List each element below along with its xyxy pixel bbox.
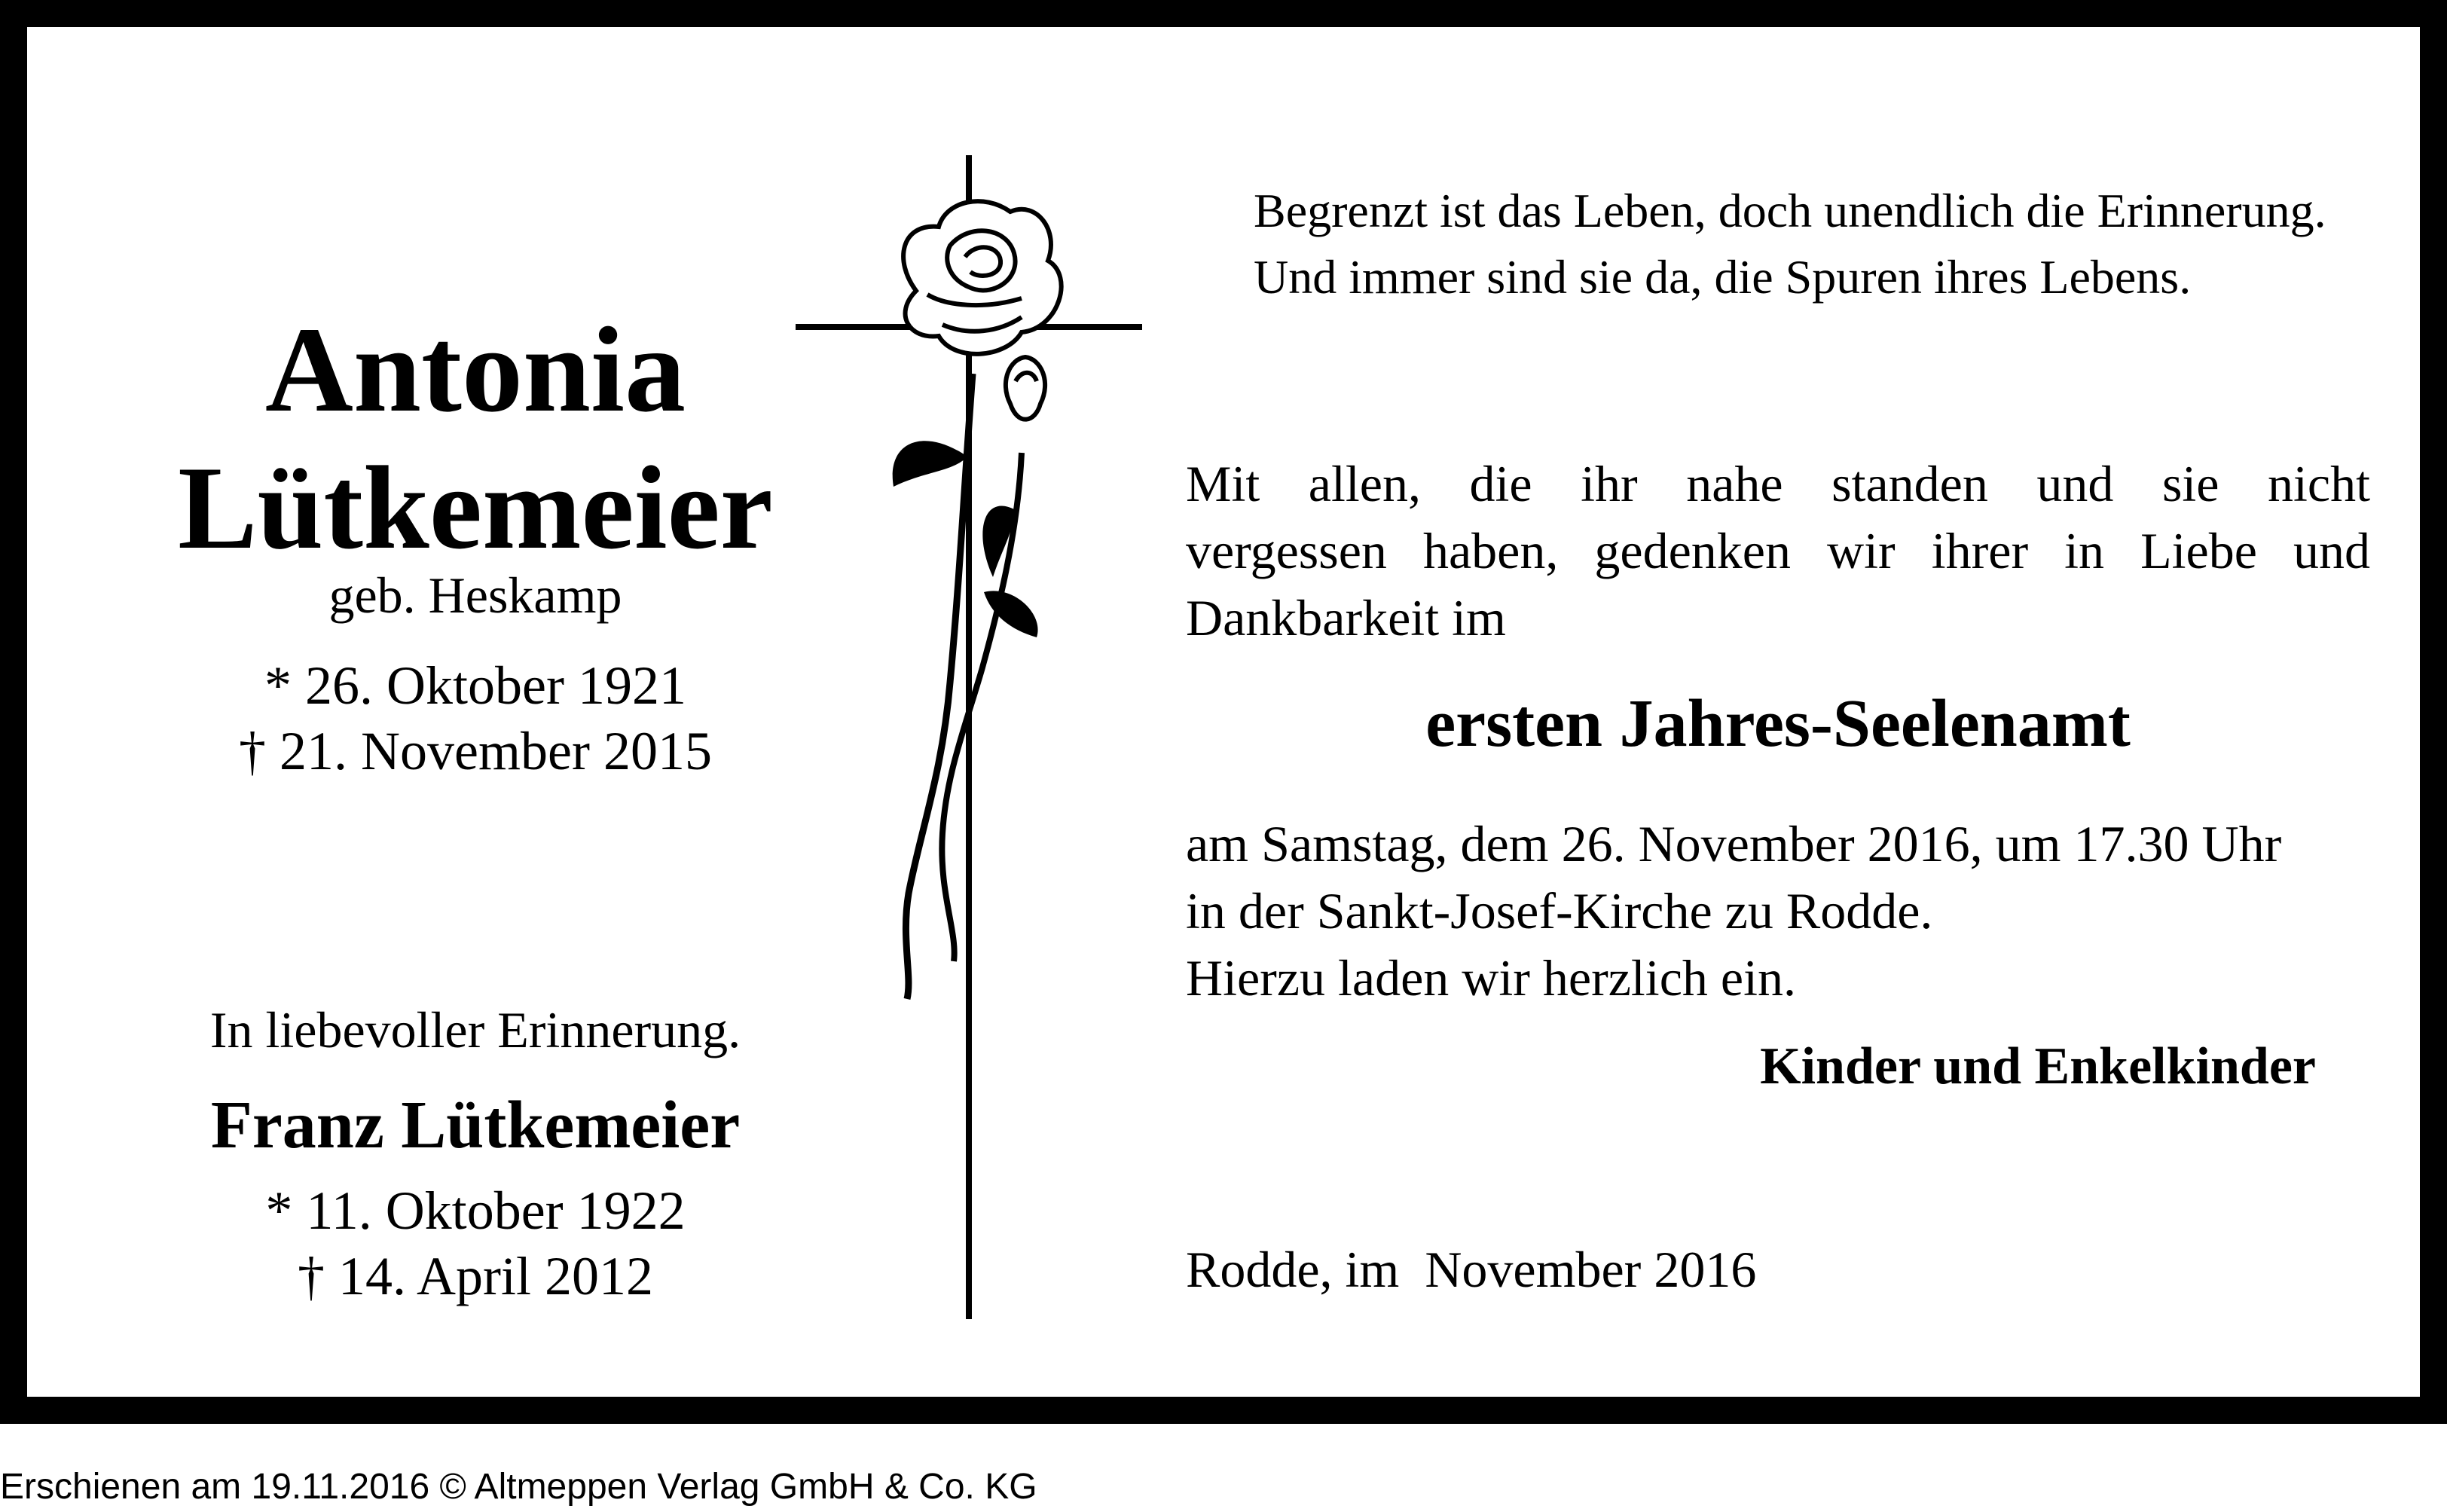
place-date: Rodde, im November 2016 (1186, 1241, 1757, 1298)
memory-line: In liebevoller Erinnerung. (209, 1001, 741, 1058)
spouse-birth-date: * 11. Oktober 1922 (265, 1181, 686, 1241)
spouse-name: Franz Lütkemeier (210, 1088, 741, 1162)
signoff: Kinder und Enkelkinder (1760, 1037, 2316, 1095)
details-line-1: am Samstag, dem 26. November 2016, um 17.30 Uhr (1186, 815, 2282, 872)
publication-footer: Erschienen am 19.11.2016 © Altmeppen Verlag GmbH & Co. KG (0, 1467, 1037, 1507)
message-line-2: vergessen haben, gedenken wir ihrer in Liebe und (1186, 522, 2370, 579)
details-line-3: Hierzu laden wir herzlich ein. (1186, 949, 1796, 1006)
quote-line-1: Begrenzt ist das Leben, doch unendlich die Erinnerung. (1254, 184, 2326, 237)
quote-line-2: Und immer sind sie da, die Spuren ihres Lebens. (1254, 250, 2192, 304)
deceased-birth-date: * 26. Oktober 1921 (264, 655, 686, 716)
deceased-maiden-name: geb. Heskamp (328, 567, 622, 624)
message-line-3: Dankbarkeit im (1186, 589, 1506, 646)
details-line-2: in der Sankt-Josef-Kirche zu Rodde. (1186, 882, 1933, 939)
cross-with-rose-icon (796, 155, 1172, 1323)
event-title: ersten Jahres-Seelenamt (1425, 686, 2131, 761)
message-paragraph (1186, 451, 2370, 652)
message-line-1: Mit allen, die ihr nahe standen und sie nicht (1186, 455, 2370, 512)
deceased-death-date: † 21. November 2015 (239, 721, 712, 781)
spouse-death-date: † 14. April 2012 (297, 1246, 653, 1306)
event-details (1186, 811, 2281, 1012)
deceased-first-name: Antonia (264, 303, 686, 438)
deceased-last-name: Lütkemeier (178, 442, 773, 574)
